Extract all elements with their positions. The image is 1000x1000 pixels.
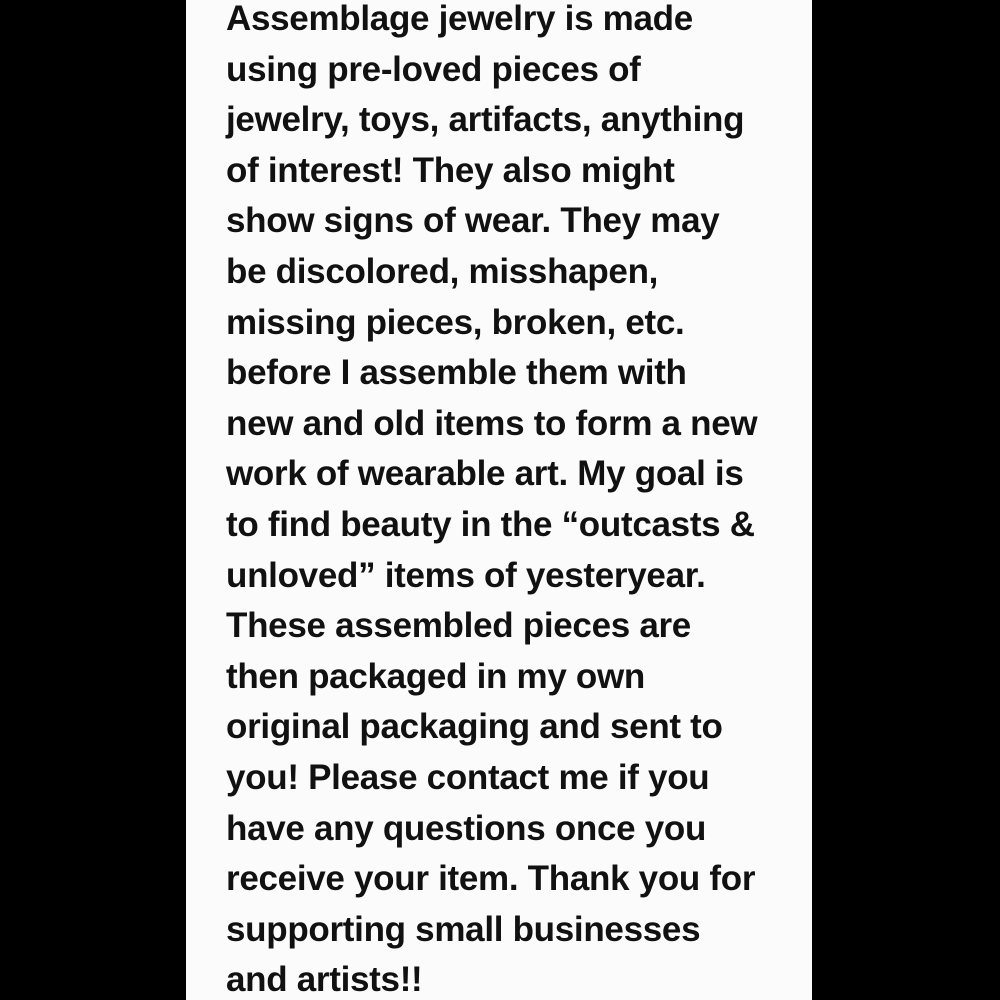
note-text-line: and artists!!: [226, 960, 423, 1000]
note-text-line: unloved” items of yesteryear.: [226, 555, 706, 595]
note-text-line: missing pieces, broken, etc.: [226, 302, 685, 342]
note-text-line: be discolored, misshapen,: [226, 251, 659, 291]
note-text-line: then packaged in my own: [226, 656, 646, 696]
note-text-line: before I assemble them with: [226, 353, 687, 393]
note-text-line: These assembled pieces are: [226, 606, 691, 646]
note-text-line: jewelry, toys, artifacts, anything: [226, 100, 745, 140]
note-text-line: have any questions once you: [226, 808, 707, 848]
note-text-line: to find beauty in the “outcasts &: [226, 504, 755, 544]
note-text-line: show signs of wear. They may: [226, 201, 720, 241]
note-text-line: you! Please contact me if you: [226, 757, 710, 797]
note-text-line: Assemblage jewelry is made: [226, 0, 693, 38]
note-text-body: [226, 0, 757, 1000]
note-text-line: work of wearable art. My goal is: [226, 454, 744, 494]
note-text-line: new and old items to form a new: [226, 403, 758, 443]
note-text-line: of interest! They also might: [226, 150, 675, 190]
note-text-line: receive your item. Thank you for: [226, 859, 756, 899]
note-text-line: using pre-loved pieces of: [226, 49, 641, 89]
note-text-line: original packaging and sent to: [226, 707, 723, 747]
note-text-line: supporting small businesses: [226, 909, 701, 949]
note-panel: [186, 0, 812, 1000]
